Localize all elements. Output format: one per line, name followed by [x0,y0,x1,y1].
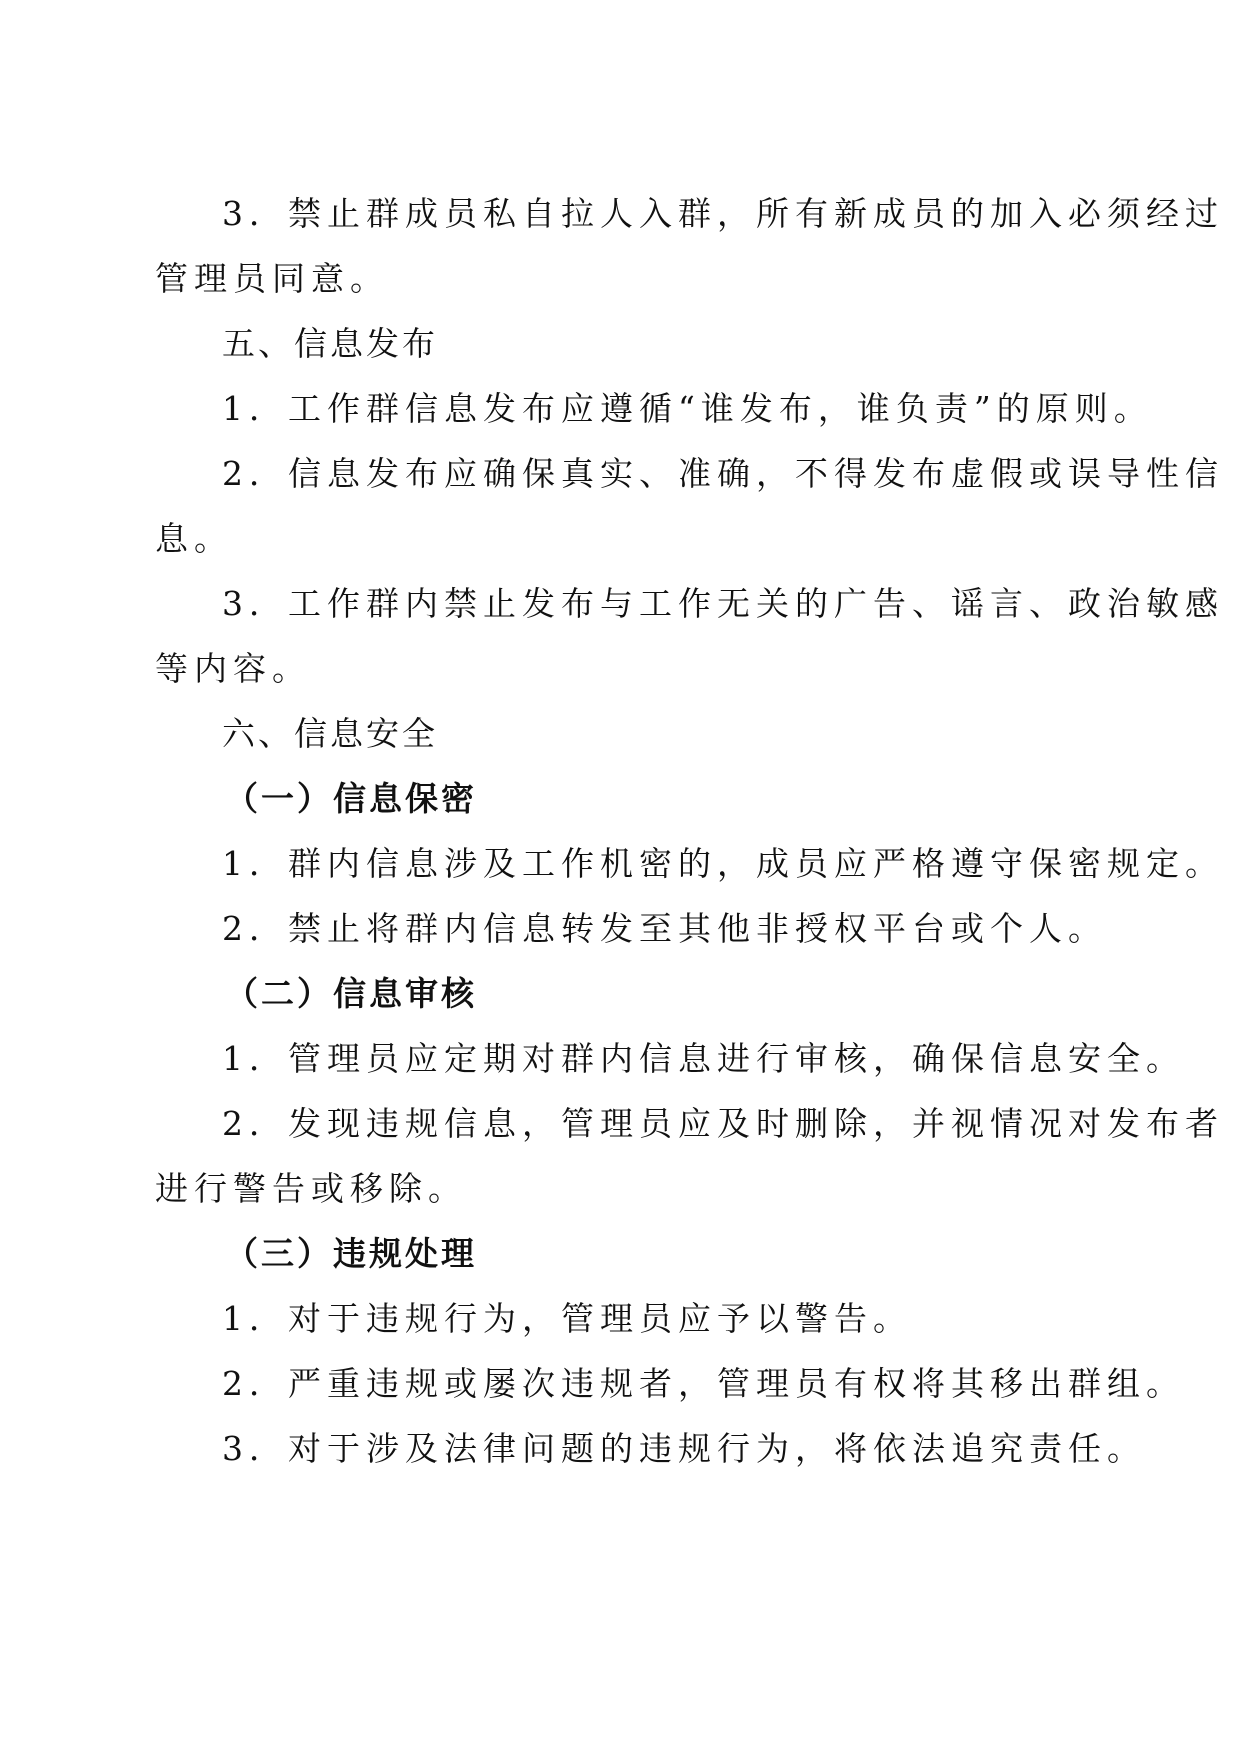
paragraph-line: 3．禁止群成员私自拉人入群，所有新成员的加入必须经过 [222,194,1224,233]
section-heading: 六、信息安全 [222,714,438,753]
paragraph-line: 3．对于涉及法律问题的违规行为，将依法追究责任。 [222,1429,1146,1468]
paragraph-line: 2．严重违规或屡次违规者，管理员有权将其移出群组。 [222,1364,1185,1403]
paragraph-line: 2．禁止将群内信息转发至其他非授权平台或个人。 [222,909,1107,948]
paragraph-line: 管理员同意。 [155,259,389,298]
paragraph-line: 2．信息发布应确保真实、准确，不得发布虚假或误导性信 [222,454,1224,493]
paragraph-line: 1．管理员应定期对群内信息进行审核，确保信息安全。 [222,1039,1185,1078]
paragraph-line: 3．工作群内禁止发布与工作无关的广告、谣言、政治敏感 [222,584,1224,623]
paragraph-line: 等内容。 [155,649,311,688]
paragraph-line: 1．工作群信息发布应遵循“谁发布，谁负责”的原则。 [222,389,1153,428]
paragraph-line: 息。 [155,519,233,558]
subsection-heading: （三）违规处理 [225,1234,477,1273]
section-heading: 五、信息发布 [222,324,438,363]
paragraph-line: 1．对于违规行为，管理员应予以警告。 [222,1299,912,1338]
paragraph-line: 1．群内信息涉及工作机密的，成员应严格遵守保密规定。 [222,844,1224,883]
paragraph-line: 进行警告或移除。 [155,1169,467,1208]
subsection-heading: （一）信息保密 [225,779,477,818]
subsection-heading: （二）信息审核 [225,974,477,1013]
paragraph-line: 2．发现违规信息，管理员应及时删除，并视情况对发布者 [222,1104,1224,1143]
